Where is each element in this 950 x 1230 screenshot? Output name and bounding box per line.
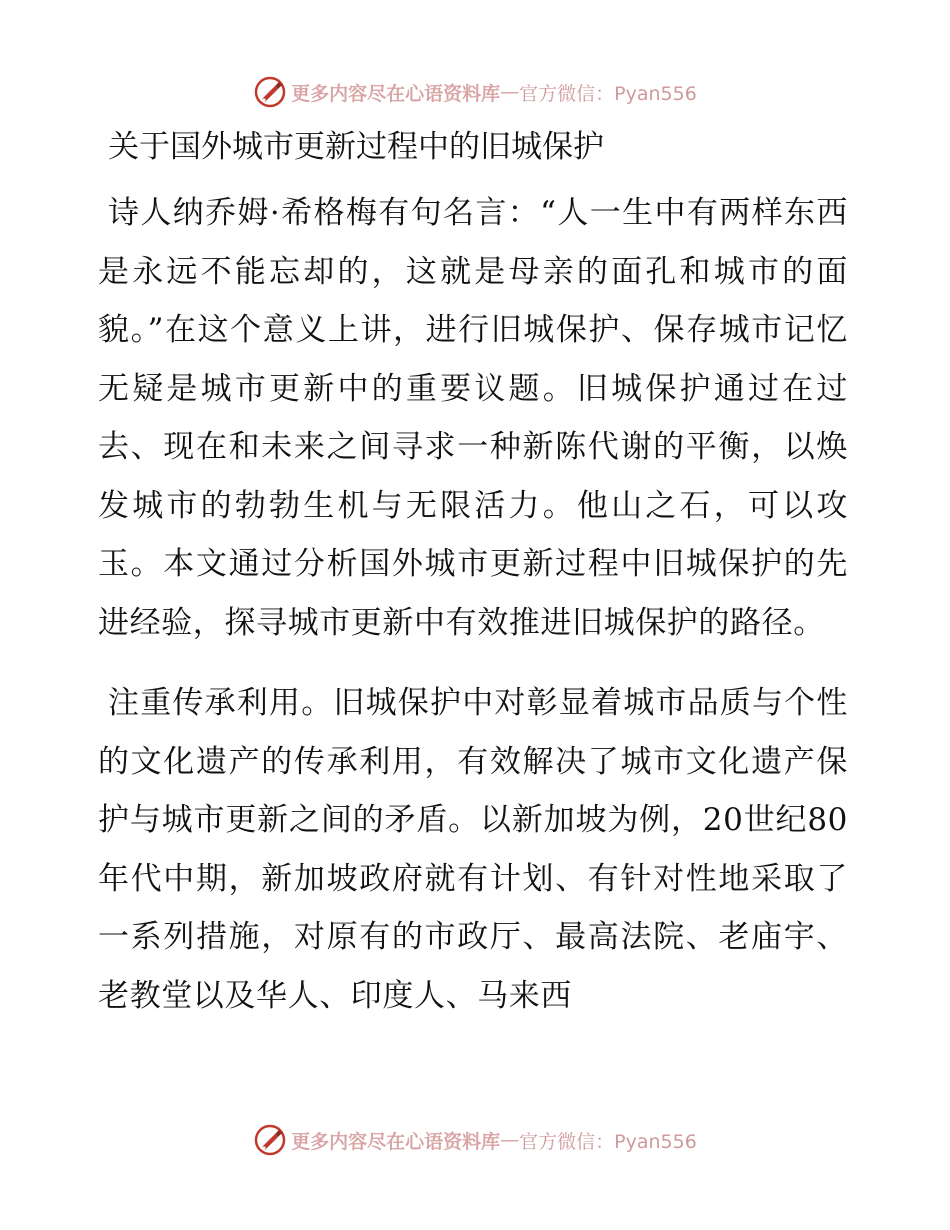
pen-logo-icon xyxy=(253,1123,287,1157)
watermark-sub-text: 官方微信：Pyan556 xyxy=(519,1130,697,1153)
paragraph-inheritance: 注重传承利用。旧城保护中对彰显着城市品质与个性的文化遗产的传承利用，有效解决了城市文化遗产保护与城市更新之间的矛盾。以新加坡为例，20世纪80年代中期，新加坡政府就有计划、有针对性地采取了一系列措施，对原有的市政厅、最高法院、老庙宇、老教堂以及华人、印度人、马来西 xyxy=(98,685,848,1014)
watermark-sub-text: 官方微信：Pyan556 xyxy=(519,82,697,105)
paragraph-intro: 诗人纳乔姆·希格梅有句名言：“人一生中有两样东西是永远不能忘却的，这就是母亲的面孔和城市的面貌。”在这个意义上讲，进行旧城保护、保存城市记忆无疑是城市更新中的重要议题。旧城保护通过在过去、现在和未来之间寻求一种新陈代谢的平衡，以焕发城市的勃勃生机与无限活力。他山之石，可以攻玉。本文通过分析国外城市更新过程中旧城保护的先进经验，探寻城市更新中有效推进旧城保护的路径。 xyxy=(98,195,848,641)
header-watermark xyxy=(0,72,950,112)
pen-logo-icon xyxy=(253,75,287,109)
document-title: 关于国外城市更新过程中的旧城保护 xyxy=(108,129,604,165)
document-body xyxy=(98,124,848,1047)
watermark-main-text: 更多内容尽在心语资料库 xyxy=(291,82,501,105)
watermark-separator: — xyxy=(500,81,520,103)
watermark-separator: — xyxy=(500,1129,520,1151)
footer-watermark xyxy=(0,1120,950,1160)
watermark-main-text: 更多内容尽在心语资料库 xyxy=(291,1130,501,1153)
